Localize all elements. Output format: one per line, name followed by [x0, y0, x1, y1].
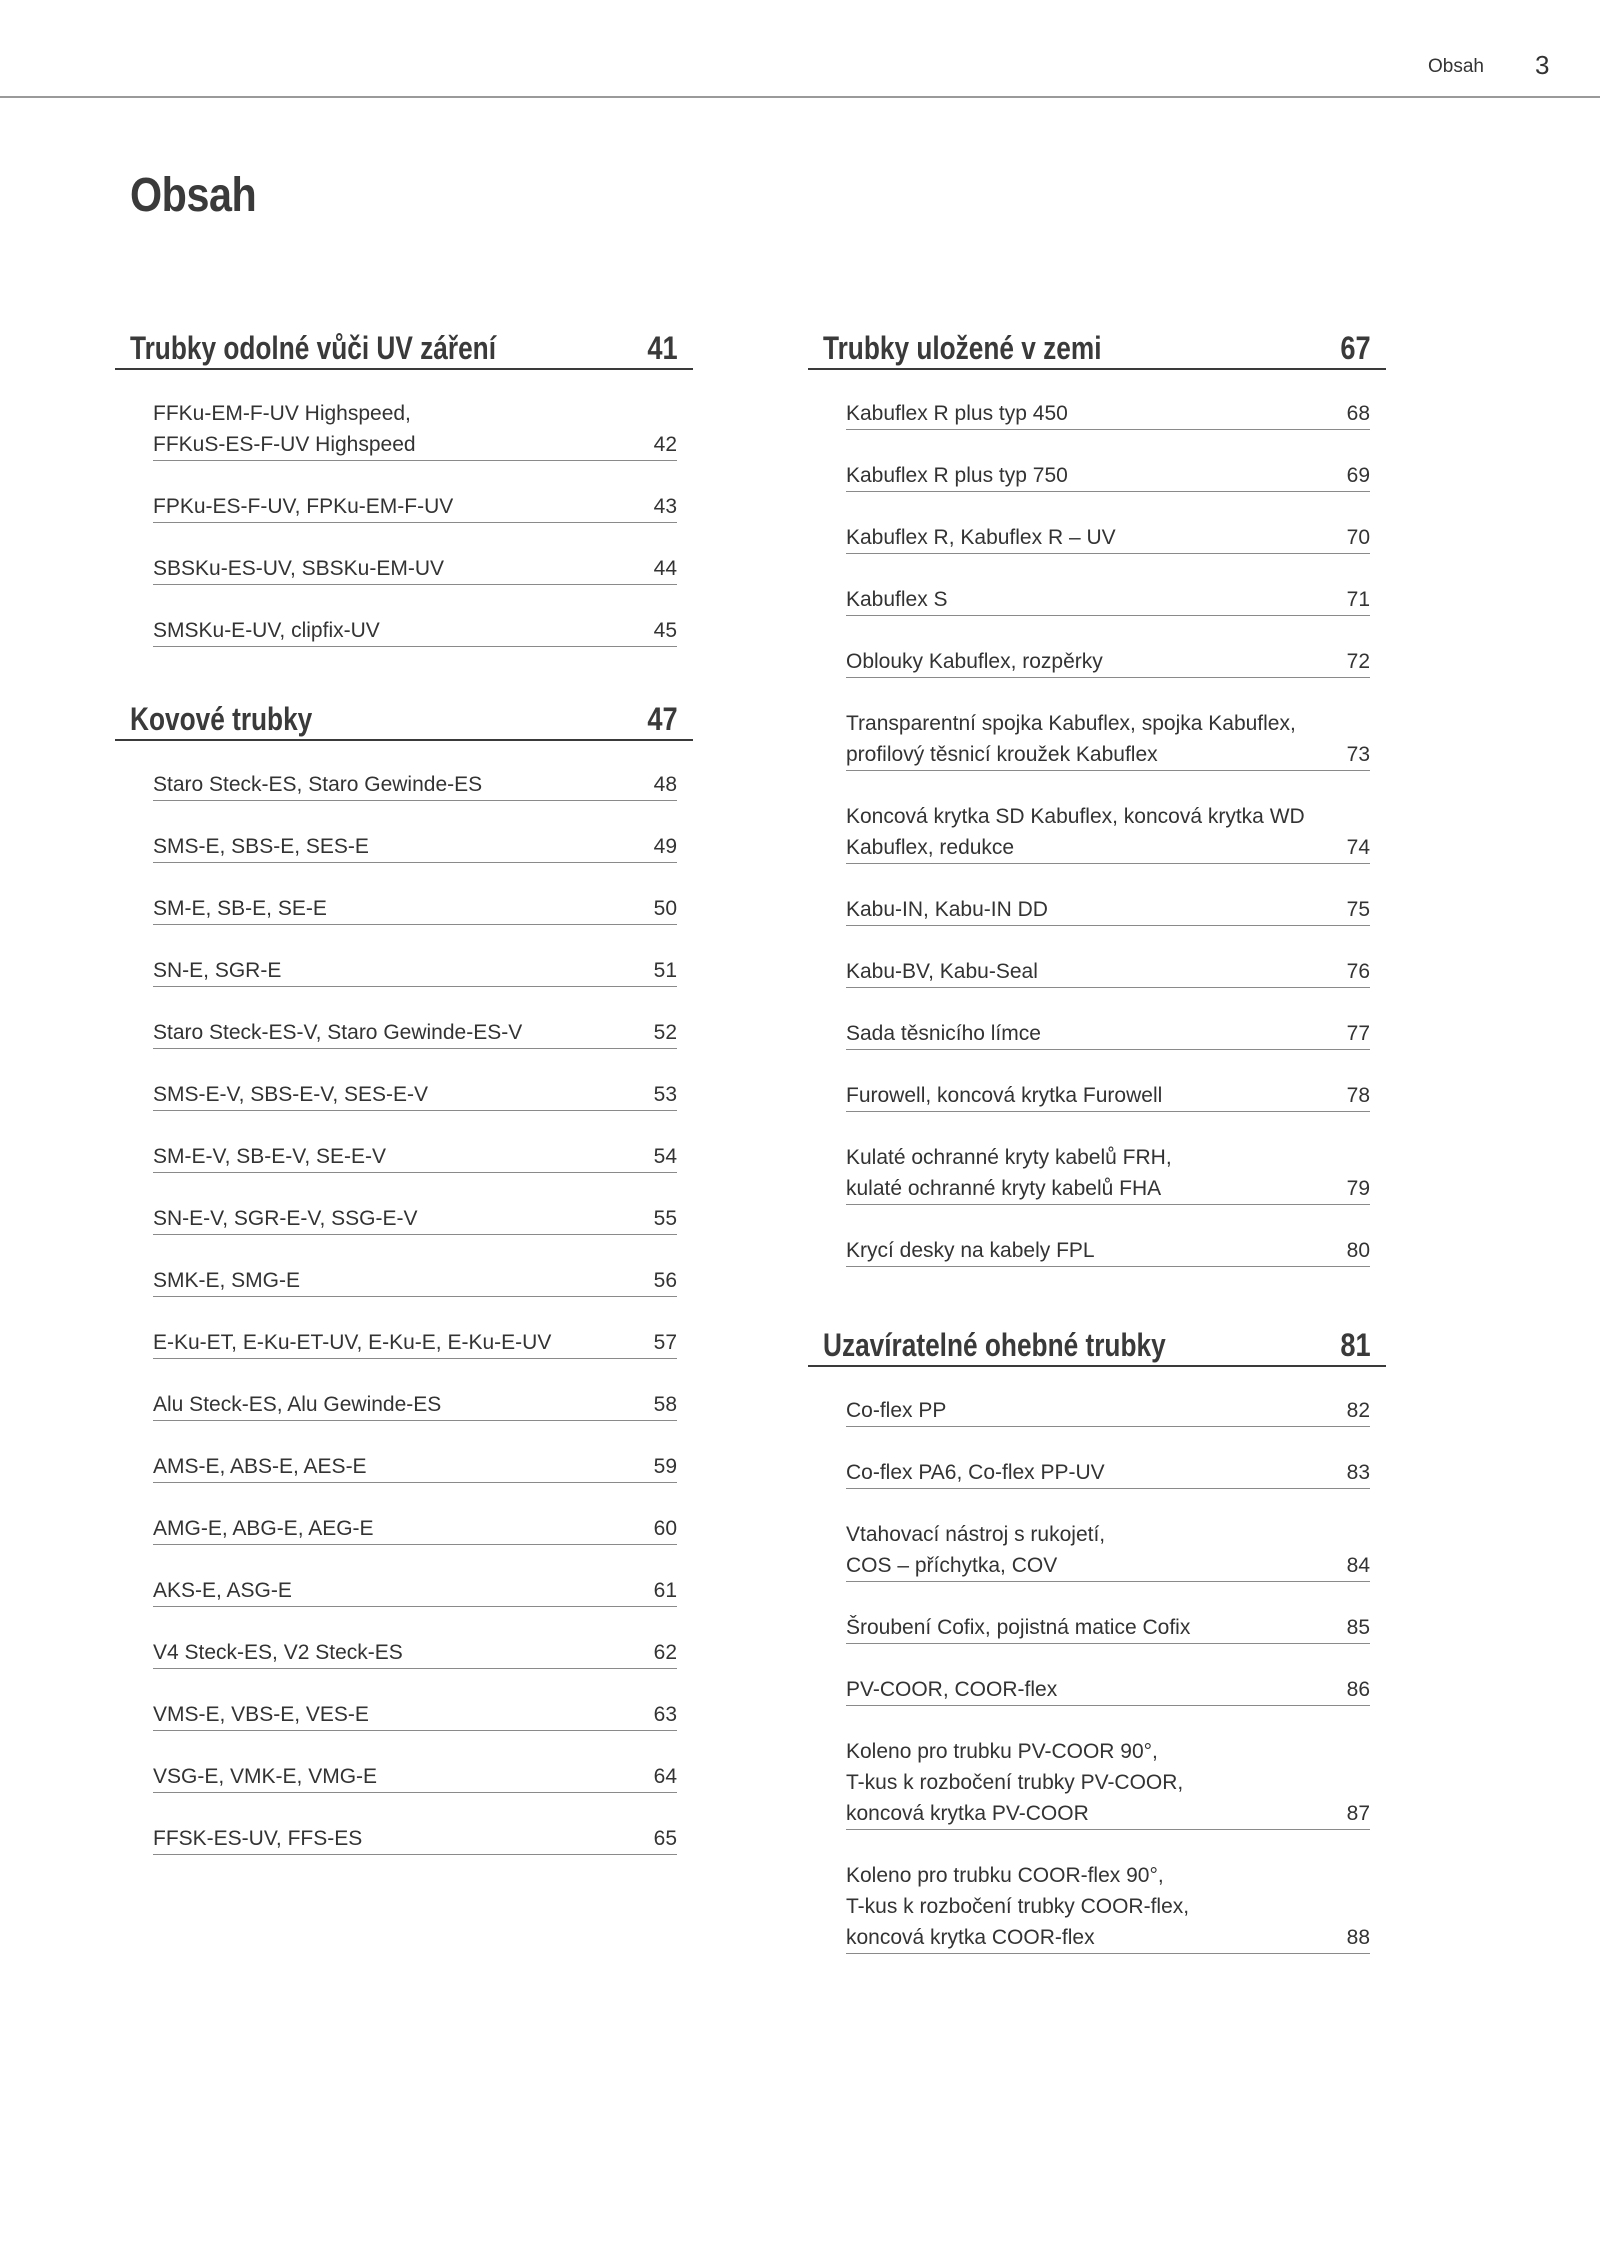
toc-section-heading[interactable]: [115, 326, 693, 370]
header-section-label: Obsah: [1428, 56, 1484, 77]
toc-entry-page: 61: [653, 1579, 677, 1602]
toc-entry[interactable]: [153, 398, 677, 461]
toc-entry-title: SBSKu-ES-UV, SBSKu-EM-UV: [153, 557, 444, 580]
toc-entry-title: Koleno pro trubku COOR-flex 90°, T-kus k rozbočení trubky COOR-flex, koncová krytka COOR-flex: [846, 1864, 1190, 1949]
toc-entry-title: Kabuflex R plus typ 750: [846, 464, 1068, 487]
toc-entry-page: 77: [1346, 1022, 1370, 1045]
toc-entry-title: SMSKu-E-UV, clipfix-UV: [153, 619, 380, 642]
toc-entry[interactable]: [846, 522, 1370, 554]
toc-entry[interactable]: [846, 1395, 1370, 1427]
toc-column-left: [115, 326, 693, 1855]
toc-entry-page: 68: [1346, 402, 1370, 425]
toc-section-title: Uzavíratelné ohebné trubky: [823, 1327, 1166, 1363]
toc-entry-page: 45: [653, 619, 677, 642]
toc-entry-page: 64: [653, 1765, 677, 1788]
toc-entry-page: 83: [1346, 1461, 1370, 1484]
toc-entry-page: 57: [653, 1331, 677, 1354]
toc-entry-list: [808, 398, 1386, 1267]
toc-entry-title: Co-flex PP: [846, 1399, 947, 1422]
toc-entry-title: Co-flex PA6, Co-flex PP-UV: [846, 1461, 1105, 1484]
toc-entry[interactable]: [153, 1079, 677, 1111]
toc-entry-page: 72: [1346, 650, 1370, 673]
toc-entry-title: Staro Steck-ES, Staro Gewinde-ES: [153, 773, 483, 796]
toc-entry-title: V4 Steck-ES, V2 Steck-ES: [153, 1641, 403, 1664]
toc-entry[interactable]: [153, 893, 677, 925]
toc-entry[interactable]: [846, 398, 1370, 430]
toc-entry-list: [808, 1395, 1386, 1954]
toc-entry-title: SMS-E-V, SBS-E-V, SES-E-V: [153, 1083, 429, 1106]
toc-entry-title: Vtahovací nástroj s rukojetí, COS – příchytka, COV: [846, 1523, 1106, 1577]
toc-entry-title: Oblouky Kabuflex, rozpěrky: [846, 650, 1103, 673]
toc-entry-page: 70: [1346, 526, 1370, 549]
toc-entry-page: 80: [1346, 1239, 1370, 1262]
toc-section-title: Kovové trubky: [130, 701, 313, 737]
toc-entry-title: SMK-E, SMG-E: [153, 1269, 301, 1292]
toc-entry[interactable]: [846, 1519, 1370, 1582]
toc-entry-title: Alu Steck-ES, Alu Gewinde-ES: [153, 1393, 442, 1416]
toc-entry-title: Kabu-IN, Kabu-IN DD: [846, 898, 1048, 921]
toc-entry-page: 51: [653, 959, 677, 982]
toc-section: [808, 1323, 1386, 1954]
toc-entry[interactable]: [153, 1513, 677, 1545]
toc-entry[interactable]: [153, 491, 677, 523]
toc-entry-page: 86: [1346, 1678, 1370, 1701]
toc-entry-title: Krycí desky na kabely FPL: [846, 1239, 1095, 1262]
toc-entry-page: 50: [653, 897, 677, 920]
toc-section-heading[interactable]: [808, 326, 1386, 370]
toc-entry-page: 42: [653, 433, 677, 456]
toc-section-page: 47: [647, 701, 678, 737]
toc-entry-page: 73: [1346, 743, 1370, 766]
toc-entry-page: 79: [1346, 1177, 1370, 1200]
toc-entry[interactable]: [846, 708, 1370, 771]
toc-section: [808, 326, 1386, 1267]
toc-entry-title: AKS-E, ASG-E: [153, 1579, 292, 1602]
toc-entry-page: 65: [653, 1827, 677, 1850]
toc-entry[interactable]: [846, 894, 1370, 926]
toc-entry-title: Staro Steck-ES-V, Staro Gewinde-ES-V: [153, 1021, 523, 1044]
toc-entry[interactable]: [153, 1327, 677, 1359]
toc-entry-page: 69: [1346, 464, 1370, 487]
toc-entry-title: SMS-E, SBS-E, SES-E: [153, 835, 369, 858]
toc-entry-page: 55: [653, 1207, 677, 1230]
toc-entry-page: 48: [653, 773, 677, 796]
toc-entry[interactable]: [846, 1235, 1370, 1267]
toc-section-page: 67: [1340, 330, 1371, 366]
toc-entry-page: 54: [653, 1145, 677, 1168]
toc-entry-title: E-Ku-ET, E-Ku-ET-UV, E-Ku-E, E-Ku-E-UV: [153, 1331, 552, 1354]
toc-entry-page: 60: [653, 1517, 677, 1540]
toc-entry-page: 74: [1346, 836, 1370, 859]
toc-entry[interactable]: [153, 1017, 677, 1049]
toc-entry-title: SM-E, SB-E, SE-E: [153, 897, 327, 920]
toc-entry-title: PV-COOR, COOR-flex: [846, 1678, 1058, 1701]
toc-entry[interactable]: [153, 955, 677, 987]
header-page-number: 3: [1535, 50, 1550, 80]
toc-entry-title: Kabuflex R, Kabuflex R – UV: [846, 526, 1116, 549]
toc-entry[interactable]: [153, 769, 677, 801]
toc-entry[interactable]: [846, 801, 1370, 864]
toc-entry-page: 56: [653, 1269, 677, 1292]
page-header: [0, 0, 1600, 98]
toc-entry[interactable]: [846, 1142, 1370, 1205]
toc-entry[interactable]: [153, 1203, 677, 1235]
toc-entry-title: Sada těsnicího límce: [846, 1022, 1041, 1045]
toc-entry-title: FPKu-ES-F-UV, FPKu-EM-F-UV: [153, 495, 454, 518]
toc-section-title: Trubky uložené v zemi: [823, 330, 1102, 366]
toc-entry-page: 59: [653, 1455, 677, 1478]
toc-section-title: Trubky odolné vůči UV záření: [130, 330, 496, 366]
toc-entry-title: Kabuflex R plus typ 450: [846, 402, 1068, 425]
toc-entry[interactable]: [846, 1612, 1370, 1644]
toc-entry-page: 88: [1346, 1926, 1370, 1949]
toc-section: [115, 697, 693, 1855]
toc-entry-title: Kulaté ochranné kryty kabelů FRH, kulaté ochranné kryty kabelů FHA: [846, 1146, 1172, 1200]
page-title: Obsah: [130, 169, 257, 222]
toc-entry-page: 87: [1346, 1802, 1370, 1825]
toc-entry[interactable]: [153, 1575, 677, 1607]
toc-section-page: 81: [1340, 1327, 1371, 1363]
toc-entry[interactable]: [153, 553, 677, 585]
toc-entry[interactable]: [153, 1389, 677, 1421]
toc-entry[interactable]: [846, 1674, 1370, 1706]
toc-entry-list: [115, 769, 693, 1855]
toc-entry-page: 82: [1346, 1399, 1370, 1422]
toc-entry[interactable]: [153, 1699, 677, 1731]
toc-entry-title: AMS-E, ABS-E, AES-E: [153, 1455, 367, 1478]
toc-entry[interactable]: [153, 1451, 677, 1483]
toc-entry-page: 76: [1346, 960, 1370, 983]
toc-entry[interactable]: [153, 1637, 677, 1669]
toc-entry-title: Furowell, koncová krytka Furowell: [846, 1084, 1163, 1107]
toc-entry[interactable]: [846, 1018, 1370, 1050]
toc-entry-page: 71: [1346, 588, 1370, 611]
toc-entry-page: 44: [653, 557, 677, 580]
toc-entry[interactable]: [153, 1265, 677, 1297]
toc-entry-page: 62: [653, 1641, 677, 1664]
toc-entry-title: AMG-E, ABG-E, AEG-E: [153, 1517, 374, 1540]
toc-column-right: [808, 326, 1386, 1954]
toc-entry[interactable]: [846, 956, 1370, 988]
toc-entry-page: 85: [1346, 1616, 1370, 1639]
toc-entry-title: SN-E, SGR-E: [153, 959, 282, 982]
toc-entry-page: 52: [653, 1021, 677, 1044]
toc-entry[interactable]: [153, 1761, 677, 1793]
toc-entry-page: 49: [653, 835, 677, 858]
toc-entry-page: 78: [1346, 1084, 1370, 1107]
toc-entry-title: Kabuflex S: [846, 588, 948, 611]
toc-entry-page: 53: [653, 1083, 677, 1106]
toc-entry-page: 75: [1346, 898, 1370, 921]
toc-entry-title: Koleno pro trubku PV-COOR 90°, T-kus k rozbočení trubky PV-COOR, koncová krytka PV-COOR: [846, 1740, 1184, 1825]
toc-entry[interactable]: [846, 1457, 1370, 1489]
toc-entry[interactable]: [153, 831, 677, 863]
toc-entry[interactable]: [153, 1823, 677, 1855]
toc-entry-list: [115, 398, 693, 647]
toc-entry[interactable]: [846, 1080, 1370, 1112]
toc-entry-page: 58: [653, 1393, 677, 1416]
toc-entry-title: SM-E-V, SB-E-V, SE-E-V: [153, 1145, 387, 1168]
toc-entry-title: SN-E-V, SGR-E-V, SSG-E-V: [153, 1207, 418, 1230]
toc-entry[interactable]: [846, 1736, 1370, 1830]
toc-entry[interactable]: [846, 584, 1370, 616]
toc-entry-title: VMS-E, VBS-E, VES-E: [153, 1703, 369, 1726]
toc-section-page: 41: [647, 330, 678, 366]
toc-entry[interactable]: [846, 1860, 1370, 1954]
toc-section-heading[interactable]: [115, 697, 693, 741]
toc-section-heading[interactable]: [808, 1323, 1386, 1367]
toc-entry-title: Kabu-BV, Kabu-Seal: [846, 960, 1038, 983]
toc-entry-title: Transparentní spojka Kabuflex, spojka Kabuflex, profilový těsnicí kroužek Kabuflex: [846, 712, 1296, 766]
toc-entry-title: VSG-E, VMK-E, VMG-E: [153, 1765, 378, 1788]
toc-entry-title: FFKu-EM-F-UV Highspeed, FFKuS-ES-F-UV Highspeed: [153, 402, 416, 456]
toc-entry-title: FFSK-ES-UV, FFS-ES: [153, 1827, 363, 1850]
toc-entry-page: 63: [653, 1703, 677, 1726]
toc-entry[interactable]: [153, 615, 677, 647]
toc-entry[interactable]: [846, 646, 1370, 678]
toc-section: [115, 326, 693, 647]
toc-entry-page: 43: [653, 495, 677, 518]
toc-entry-title: Šroubení Cofix, pojistná matice Cofix: [846, 1616, 1191, 1639]
toc-entry-title: Koncová krytka SD Kabuflex, koncová krytka WD Kabuflex, redukce: [846, 805, 1305, 859]
toc-entry[interactable]: [153, 1141, 677, 1173]
toc-entry-page: 84: [1346, 1554, 1370, 1577]
toc-entry[interactable]: [846, 460, 1370, 492]
